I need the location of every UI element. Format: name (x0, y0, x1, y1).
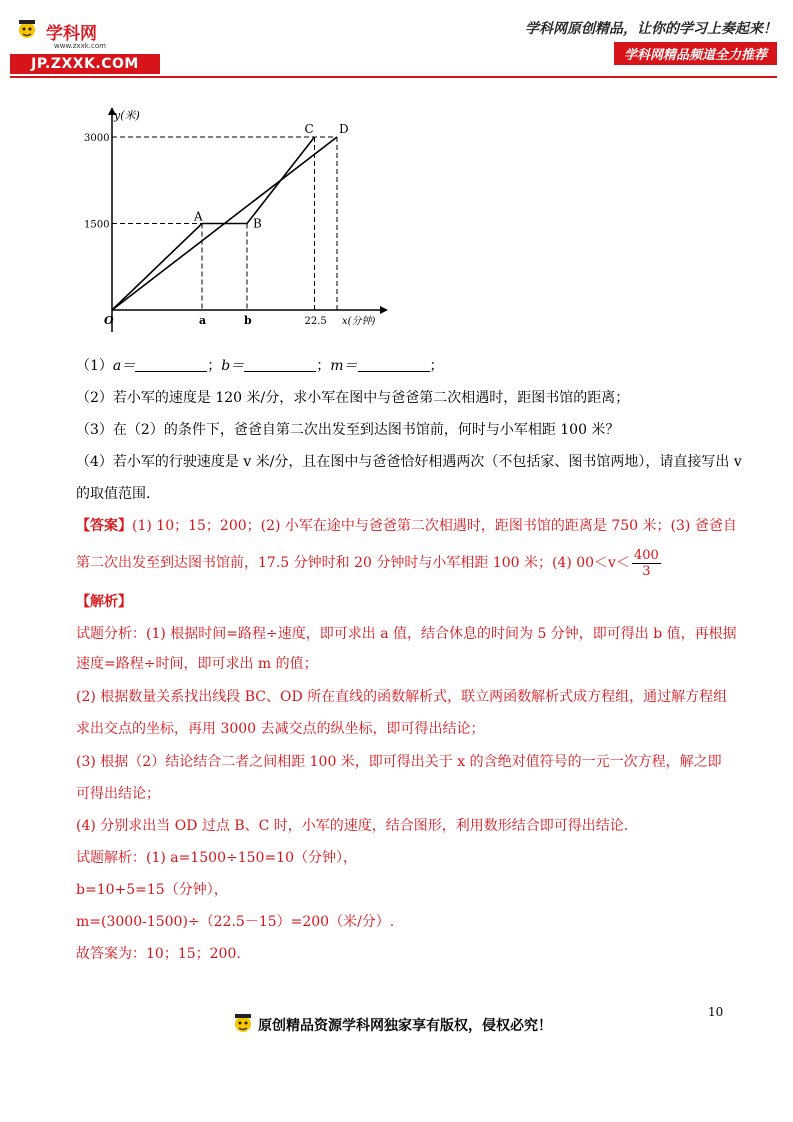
fraction-denominator: 3 (642, 563, 651, 579)
x-tick-label: 22.5 (304, 316, 327, 327)
q1-b-label: b＝ (221, 358, 245, 374)
recommend-badge: 学科网精品频道全力推荐 (614, 42, 777, 65)
q1-a-blank (135, 357, 207, 372)
q1-sep-1: ； (207, 358, 222, 374)
q1-sep-2: ； (316, 358, 331, 374)
point-label-b: B (253, 216, 262, 231)
x-tick-label: a (199, 314, 207, 327)
question-3: （3）在（2）的条件下，爸爸自第二次出发至到达图书馆前，何时与小军相距 100 米？ (76, 422, 620, 438)
answer-fraction (632, 548, 661, 579)
logo-url: www.zxxk.com (54, 42, 106, 50)
logo-name: 学科网 (46, 23, 97, 44)
analysis-label: 【解析】 (76, 594, 132, 610)
analysis-line: b=10+5=15（分钟）， (76, 882, 228, 898)
question-2: （2）若小军的速度是 120 米/分，求小军在图中与爸爸第二次相遇时，距图书馆的距离； (76, 390, 630, 406)
q1-b-blank (244, 357, 316, 372)
header-slogan-area (507, 18, 777, 65)
question-4-line-2: 的取值范围. (76, 486, 151, 502)
q1-a-label: a＝ (112, 358, 136, 374)
analysis-line: m=(3000-1500)÷（22.5－15）=200（米/分）. (76, 914, 395, 930)
footer (232, 1012, 552, 1038)
analysis-line: 故答案为：10；15；200. (76, 946, 241, 962)
y-tick-label: 3000 (84, 133, 110, 144)
analysis-line: 试题解析：(1) a=1500÷150=10（分钟）， (76, 850, 357, 866)
copyright-text: 原创精品资源学科网独家享有版权，侵权必究！ (258, 1018, 552, 1034)
question-1 (76, 356, 444, 376)
answer-text-1: (1) 10；15；200；(2) 小军在途中与爸爸第二次相遇时，距图书馆的距离是 750 米；(3) 爸爸自 (132, 518, 737, 534)
page-number: 10 (708, 1005, 724, 1019)
distance-time-chart (80, 105, 400, 335)
y-tick-label: 1500 (84, 219, 110, 231)
q1-m-blank (358, 357, 430, 372)
analysis-line: 速度=路程÷时间，即可求出 m 的值； (76, 656, 318, 672)
x-tick-label: b (244, 314, 252, 327)
answer-text-2: 第二次出发至到达图书馆前，17.5 分钟时和 20 分钟时与小军相距 100 米；(4) 00＜v＜ (76, 555, 630, 571)
analysis-line: (4) 分别求出当 OD 过点 B、C 时，小军的速度，结合图形，利用数形结合即可得出结论. (76, 818, 629, 834)
analysis-line: (2) 根据数量关系找出线段 BC、OD 所在直线的函数解析式，联立两函数解析式成方程组，通过解方程组 (76, 689, 728, 705)
mascot-icon (232, 1012, 254, 1038)
question-4-line-1: （4）若小军的行驶速度是 v 米/分，且在图中与爸爸恰好相遇两次（不包括家、图书馆两地），请直接写出 v (76, 454, 742, 470)
point-label-c: C (304, 122, 314, 136)
q1-prefix: （1） (76, 358, 113, 374)
analysis-line: 求出交点的坐标，再用 3000 去减交点的纵坐标，即可得出结论； (76, 721, 485, 737)
origin-label: O (104, 314, 114, 327)
logo-badge: JP.ZXXK.COM (10, 54, 160, 74)
logo-area (10, 14, 160, 74)
series-xiaojun-line (112, 137, 315, 310)
analysis-line: 试题分析：(1) 根据时间=路程÷速度，即可求出 a 值，结合休息的时间为 5 分钟，即可得出 b 值，再根据 (76, 626, 737, 642)
answer-label: 【答案】 (76, 518, 132, 534)
analysis-line: (3) 根据（2）结论结合二者之间相距 100 米，即可得出关于 x 的含绝对值符号的一元一次方程，解之即 (76, 754, 722, 770)
answer-line-2 (76, 546, 661, 580)
slogan: 学科网原创精品，让你的学习上奏起来！ (525, 21, 777, 37)
y-axis-label: y(米) (114, 109, 140, 122)
analysis-line: 可得出结论； (76, 786, 160, 802)
mascot-icon (16, 18, 38, 44)
fraction-numerator: 400 (633, 547, 659, 563)
header-divider (10, 76, 777, 78)
point-label-a: A (194, 209, 203, 224)
x-axis-label: x(分钟) (342, 316, 376, 327)
answer-line-1 (76, 516, 737, 536)
q1-sep-3: ； (429, 358, 444, 374)
x-axis-arrow (380, 306, 388, 314)
point-label-d: D (339, 122, 349, 136)
q1-m-label: m＝ (330, 358, 358, 374)
